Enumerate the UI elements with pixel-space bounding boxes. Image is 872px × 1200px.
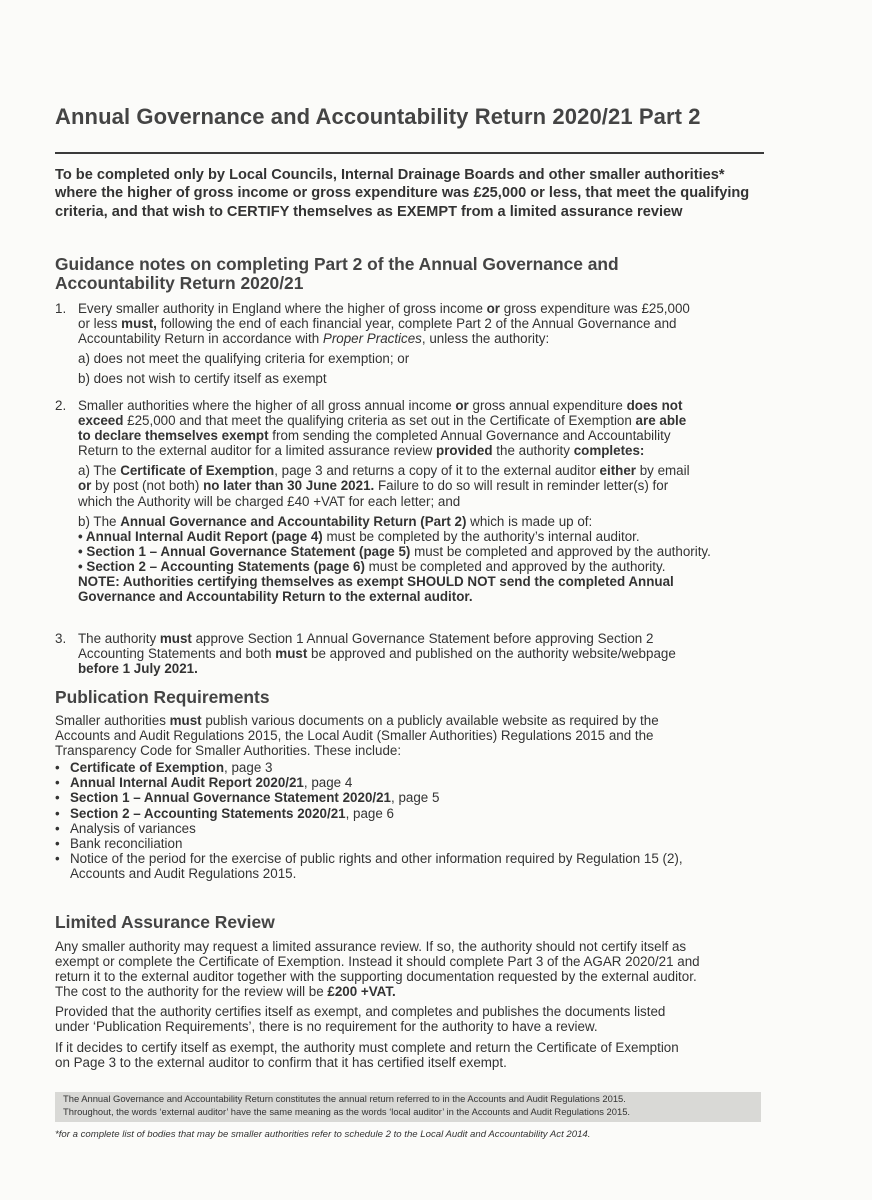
bold-run: must — [275, 646, 308, 662]
text-line — [78, 544, 768, 559]
bullet-glyph: • — [55, 835, 60, 851]
bullet-glyph: • — [55, 790, 60, 806]
text-line: return it to the external auditor together with the supporting documentation requested by the external auditor. — [55, 969, 697, 985]
text-run: , page 3 — [224, 760, 273, 776]
bold-run: must, — [121, 316, 157, 332]
bullet-glyph: • — [55, 775, 60, 791]
bullet-glyph: • — [55, 850, 60, 866]
text-run: The authority — [78, 631, 160, 646]
text-run: , page 3 and returns a copy of it to the external auditor — [274, 463, 600, 479]
text-run: Every smaller authority in England where the higher of gross income — [78, 301, 487, 316]
guidance-item-3 — [55, 631, 775, 681]
italic-run: Proper Practices — [322, 331, 422, 347]
text-run: must be completed and approved by the authority. — [410, 543, 711, 559]
text-run: Bank reconciliation — [70, 835, 183, 851]
item-body — [78, 398, 768, 604]
text-run: gross expenditure was £25,000 — [500, 301, 690, 316]
bullet-glyph: • — [55, 760, 60, 776]
text-run: be approved and published on the authority website/webpage — [307, 646, 676, 662]
text-run: by post (not both) — [91, 478, 204, 494]
text-run: following the end of each financial year, complete Part 2 of the Annual Governance and — [156, 316, 677, 332]
list-item — [55, 775, 767, 790]
text-run: Accountability Return in accordance with — [78, 331, 323, 347]
bold-run: to declare themselves exempt — [78, 428, 269, 444]
bullet-glyph: • — [55, 820, 60, 836]
title-rule — [55, 152, 764, 154]
bold-run: NOTE: Authorities certifying themselves as exempt SHOULD NOT send the completed Annual — [78, 574, 674, 590]
text-run: , unless the authority: — [421, 331, 550, 347]
text-run: must be completed and approved by the authority. — [364, 558, 666, 574]
text-run: from sending the completed Annual Governance and Accountability — [268, 428, 671, 444]
text-line: Provided that the authority certifies itself as exempt, and completes and publishes the documents listed — [55, 1004, 666, 1020]
text-line: If it decides to certify itself as exempt, the authority must complete and return the Certificate of Exemption — [55, 1039, 679, 1055]
text-line — [78, 631, 768, 646]
list-item — [55, 760, 767, 775]
text-line: on Page 3 to the external auditor to confirm that it has certified itself exempt. — [55, 1054, 507, 1070]
text-line — [55, 984, 767, 999]
list-item — [55, 790, 767, 805]
text-run: , page 6 — [345, 805, 394, 821]
text-line — [78, 646, 768, 661]
text-line — [78, 559, 768, 574]
text-line — [78, 413, 768, 428]
text-run: Failure to do so will result in reminder letter(s) for — [374, 478, 669, 494]
bold-run: Section 1 – Annual Governance Statement 2020/21 — [70, 790, 392, 806]
bold-run: • Section 1 – Annual Governance Statement (page 5) — [78, 543, 411, 559]
list-item — [55, 851, 767, 881]
item-body — [78, 301, 768, 386]
text-line: under ‘Publication Requirements’, there is no requirement for the authority to have a review. — [55, 1019, 598, 1035]
text-line — [78, 463, 768, 478]
item-body — [78, 631, 768, 676]
list-item — [55, 836, 767, 851]
bold-run: Certificate of Exemption — [70, 760, 225, 776]
text-line: exempt or complete the Certificate of Exemption. Instead it should complete Part 3 of the AGAR 2020/21 and — [55, 954, 700, 970]
text-line: Transparency Code for Smaller Authorities. These include: — [55, 743, 402, 759]
publication-heading: Publication Requirements — [55, 687, 270, 707]
footer-notice — [55, 1092, 761, 1122]
text-line — [78, 478, 768, 493]
footer-line-1: The Annual Governance and Accountability Return constitutes the annual return referred to in the Accounts and Audit Regulations 2015. — [63, 1093, 626, 1104]
bold-run: does not — [626, 398, 683, 413]
bold-run: must — [169, 713, 202, 728]
intro-paragraph: To be completed only by Local Councils, Internal Drainage Boards and other smaller authorities* where the higher of gross income or gross expenditure was £25,000 or less, that meet the qualifying criteria, and that wish to CERTIFY themselves as EXEMPT from a limited assurance review — [55, 167, 750, 220]
guidance-item-1 — [55, 301, 775, 391]
sub-item-b: b) does not wish to certify itself as exempt — [78, 371, 327, 387]
text-run: a) The — [78, 463, 121, 479]
text-line: Accounts and Audit Regulations 2015, the Local Audit (Smaller Authorities) Regulations 2015 and the — [55, 728, 654, 744]
text-line: Any smaller authority may request a limited assurance review. If so, the authority should not certify itself as — [55, 939, 687, 954]
note-line — [78, 589, 768, 604]
text-line — [78, 428, 768, 443]
text-line — [78, 301, 768, 316]
footnote: *for a complete list of bodies that may be smaller authorities refer to schedule 2 to the Local Audit and Accountability Act 2014. — [55, 1129, 591, 1140]
guidance-heading-line1: Guidance notes on completing Part 2 of the Annual Governance and — [55, 254, 619, 274]
text-line: which the Authority will be charged £40 +VAT for each letter; and — [78, 493, 461, 509]
bold-run: or — [455, 398, 469, 413]
text-line — [78, 514, 768, 529]
text-run: Smaller authorities — [55, 713, 170, 728]
bold-run: Governance and Accountability Return to the external auditor. — [78, 589, 473, 605]
bold-run: Annual Governance and Accountability Return (Part 2) — [120, 513, 467, 529]
list-item — [55, 821, 767, 836]
text-run: gross annual expenditure — [468, 398, 627, 413]
text-run: Return to the external auditor for a limited assurance review — [78, 443, 437, 459]
text-line — [78, 661, 768, 676]
item-number: 3. — [55, 631, 67, 646]
bold-run: • Annual Internal Audit Report (page 4) — [78, 528, 323, 544]
text-line — [78, 529, 768, 544]
review-body — [55, 939, 767, 1070]
guidance-item-2 — [55, 398, 775, 628]
bold-run: Certificate of Exemption — [120, 463, 275, 479]
bold-run: either — [599, 463, 636, 479]
guidance-heading-line2: Accountability Return 2020/21 — [55, 273, 304, 293]
text-run: the authority — [492, 443, 574, 459]
bullet-glyph: • — [55, 805, 60, 821]
text-run: must be completed by the authority’s internal auditor. — [322, 528, 640, 544]
bold-run: or — [486, 301, 501, 316]
text-run: The cost to the authority for the review will be — [55, 984, 328, 1000]
publication-body — [55, 713, 767, 881]
text-line — [78, 331, 768, 346]
note-line — [78, 574, 768, 589]
sub-item-a: a) does not meet the qualifying criteria for exemption; or — [78, 351, 410, 367]
bold-run: provided — [436, 443, 493, 459]
text-line — [78, 316, 768, 331]
review-heading: Limited Assurance Review — [55, 912, 275, 932]
bold-run: exceed — [78, 413, 124, 429]
text-run: by email — [636, 463, 690, 479]
text-run: , page 4 — [303, 775, 353, 791]
text-run: Smaller authorities where the higher of all gross annual income — [78, 398, 456, 413]
text-line — [55, 713, 767, 728]
text-line — [78, 398, 768, 413]
text-run: Accounts and Audit Regulations 2015. — [70, 865, 297, 881]
item-number: 1. — [55, 301, 67, 316]
footer-line-2: Throughout, the words ‘external auditor’ have the same meaning as the words ‘local auditor’ in the Accounts and Audit Regulations 2015. — [63, 1105, 631, 1117]
list-item — [55, 806, 767, 821]
text-line — [78, 443, 768, 458]
bold-run: £200 +VAT. — [327, 984, 396, 1000]
text-run: publish various documents on a publicly available website as required by the — [201, 713, 659, 728]
text-run: £25,000 and that meet the qualifying criteria as set out in the Certificate of Exemption — [123, 413, 636, 429]
bold-run: no later than 30 June 2021. — [203, 478, 375, 494]
item-number: 2. — [55, 398, 67, 413]
text-run: Notice of the period for the exercise of public rights and other information required by Regulation 15 (2), — [70, 850, 683, 866]
text-run: or less — [78, 316, 122, 332]
page-title: Annual Governance and Accountability Return 2020/21 Part 2 — [55, 104, 701, 129]
text-run: b) The — [78, 513, 121, 529]
text-run: , page 5 — [391, 790, 440, 806]
bold-run: Annual Internal Audit Report 2020/21 — [70, 775, 304, 791]
text-run: Analysis of variances — [70, 820, 196, 836]
bold-run: are able — [635, 413, 687, 429]
text-run: approve Section 1 Annual Governance Statement before approving Section 2 — [191, 631, 654, 646]
bold-run: or — [78, 478, 92, 494]
text-run: Accounting Statements and both — [78, 646, 276, 662]
bold-run: Section 2 – Accounting Statements 2020/21 — [70, 805, 346, 821]
publication-list — [55, 760, 767, 881]
bold-run: completes: — [573, 443, 645, 459]
bold-run: must — [159, 631, 192, 646]
bold-run: before 1 July 2021. — [78, 661, 198, 677]
guidance-heading — [55, 255, 755, 293]
text-run: which is made up of: — [466, 513, 593, 529]
bold-run: • Section 2 – Accounting Statements (page 6) — [78, 558, 365, 574]
